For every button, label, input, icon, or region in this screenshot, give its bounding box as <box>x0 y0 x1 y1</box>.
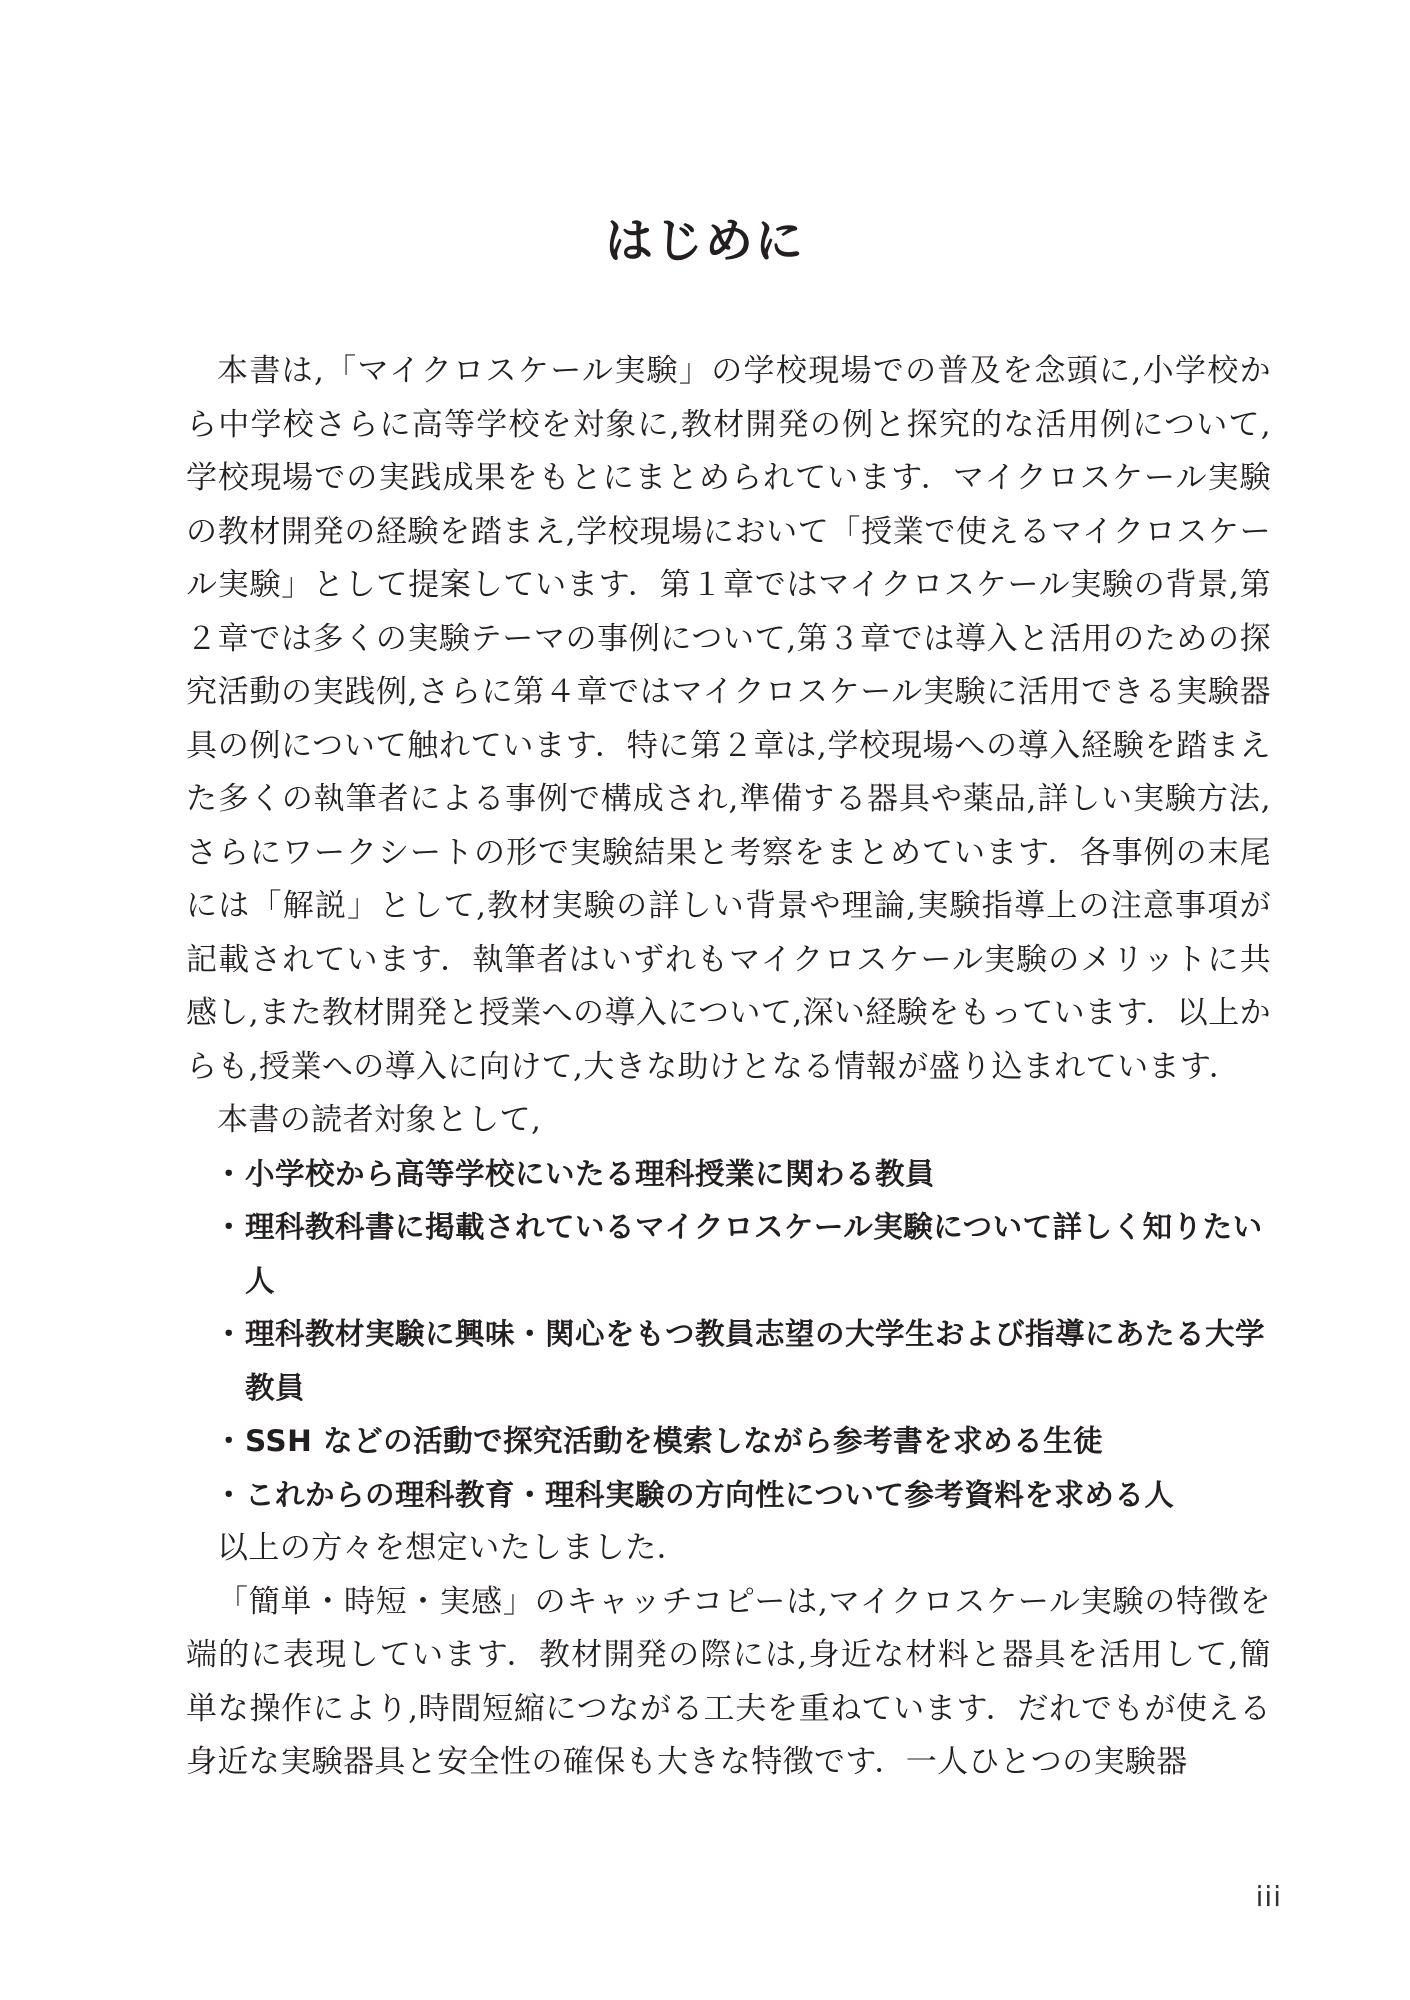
page-number: iii <box>1255 1880 1282 1913</box>
audience-lead: 本書の読者対象として, <box>217 1102 542 1138</box>
audience-item <box>186 1148 1271 1202</box>
audience-list <box>186 1148 1271 1523</box>
audience-item <box>186 1308 1271 1415</box>
bullet-mark: ・ <box>214 1210 245 1244</box>
audience-item-text: 小学校から高等学校にいたる理科授業に関わる教員 <box>245 1156 936 1191</box>
bullet-mark: ・ <box>214 1424 245 1458</box>
page-title: はじめに <box>604 213 805 269</box>
bullet-mark: ・ <box>214 1477 245 1512</box>
bullet-mark: ・ <box>214 1317 245 1351</box>
audience-item-text: これからの理科教育・理科実験の方向性について参考資料を求める人 <box>245 1477 1175 1512</box>
audience-item <box>186 1201 1271 1308</box>
audience-closing: 以上の方々を想定いたしました． <box>217 1530 688 1566</box>
catchcopy-paragraph: 「簡単・時短・実感」のキャッチコピーは,マイクロスケール実験の特徴を端的に表現しています．教材開発の際には,身近な材料と器具を活用して,簡単な操作により,時間短縮につながる工夫を重ねています．だれでもが使える身近な実験器具と安全性の確保も大きな特徴です．一人ひとつの実験器 <box>186 1583 1271 1780</box>
intro-paragraph: 本書は,「マイクロスケール実験」の学校現場での普及を念頭に,小学校から中学校さらに高等学校を対象に,教材開発の例と探究的な活用例について,学校現場での実践成果をもとにまとめられています．マイクロスケール実験の教材開発の経験を踏まえ,学校現場において「授業で使えるマイクロスケール実験」として提案しています．第１章ではマイクロスケール実験の背景,第２章では多くの実験テーマの事例について,第３章では導入と活用のための探究活動の実践例,さらに第４章ではマイクロスケール実験に活用できる実験器具の例について触れています．特に第２章は,学校現場への導入経験を踏まえた多くの執筆者による事例で構成され,準備する器具や薬品,詳しい実験方法,さらにワークシートの形で実験結果と考察をまとめています．各事例の末尾には「解説」として,教材実験の詳しい背景や理論,実験指導上の注意事項が記載されています．執筆者はいずれもマイクロスケール実験のメリットに共感し,また教材開発と授業への導入について,深い経験をもっています．以上からも,授業への導入に向けて,大きな助けとなる情報が盛り込まれています． <box>186 353 1272 1085</box>
audience-item <box>186 1469 1271 1523</box>
body-text <box>186 345 1271 1790</box>
audience-item-text: 理科教科書に掲載されているマイクロスケール実験について詳しく知りたい人 <box>245 1210 1263 1298</box>
bullet-mark: ・ <box>214 1156 245 1191</box>
audience-item-text: 理科教材実験に興味・関心をもつ教員志望の大学生および指導にあたる大学教員 <box>245 1317 1266 1405</box>
audience-item <box>186 1415 1271 1469</box>
audience-item-text: SSH などの活動で探究活動を模索しながら参考書を求める生徒 <box>245 1424 1104 1458</box>
